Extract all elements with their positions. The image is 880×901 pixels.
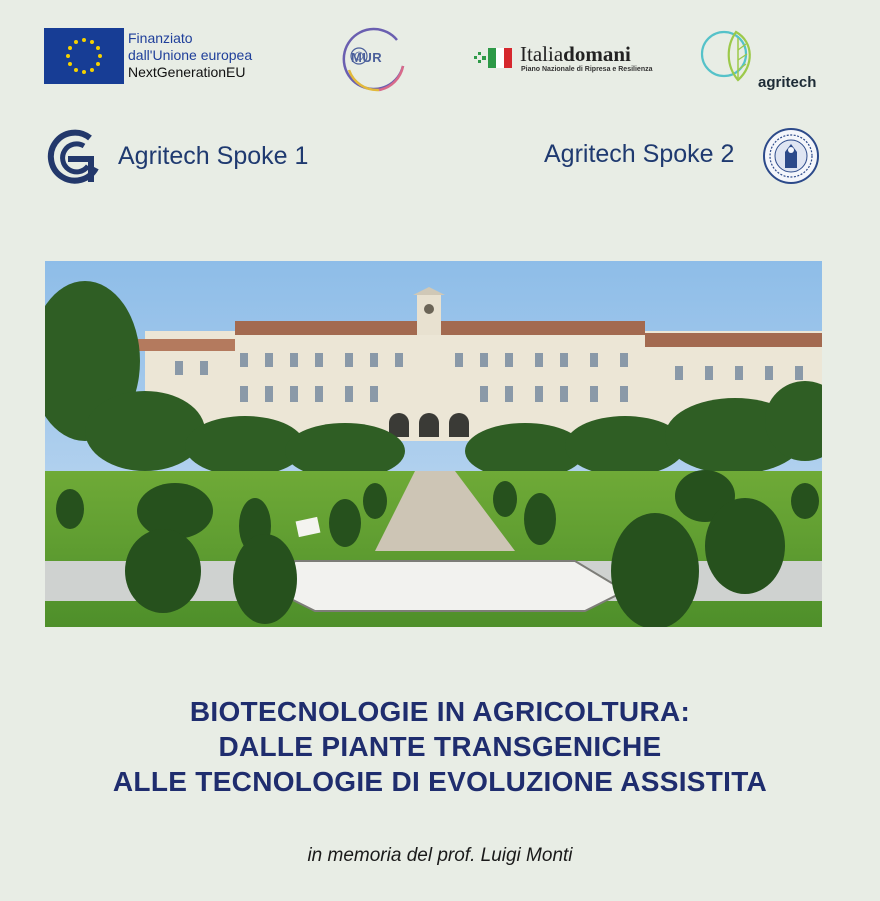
title-line-2: DALLE PIANTE TRANSGENICHE [218, 731, 662, 762]
eu-line3: NextGenerationEU [128, 64, 246, 80]
eu-flag-icon [44, 28, 124, 84]
italiadomani-title-regular: Italia [520, 42, 564, 66]
spoke2-label: Agritech Spoke 2 [544, 140, 735, 168]
palace-photo [45, 261, 822, 627]
agritech-label: agritech [758, 74, 817, 91]
title-line-1: BIOTECNOLOGIE IN AGRICOLTURA: [189, 696, 691, 727]
cnr-logo-icon [44, 128, 102, 186]
memorial-subtitle: in memoria del prof. Luigi Monti [307, 845, 573, 866]
italiadomani-subtitle: Piano Nazionale di Ripresa e Resilienza [521, 66, 653, 73]
eu-line2: dall'Unione europea [128, 47, 253, 63]
event-title [0, 694, 880, 799]
italiadomani-title-bold: domani [563, 42, 631, 66]
eu-funding-label [128, 30, 252, 81]
title-line-3: ALLE TECNOLOGIE DI EVOLUZIONE ASSISTITA [112, 766, 768, 797]
italian-flag-icon [474, 44, 514, 72]
spoke1-label: Agritech Spoke 1 [118, 142, 309, 170]
eu-line1: Finanziato [128, 30, 193, 46]
agritech-leaf-icon [700, 24, 760, 88]
mur-label: MUR [351, 50, 383, 65]
unina-seal-icon [763, 128, 819, 184]
italiadomani-title [520, 42, 631, 67]
